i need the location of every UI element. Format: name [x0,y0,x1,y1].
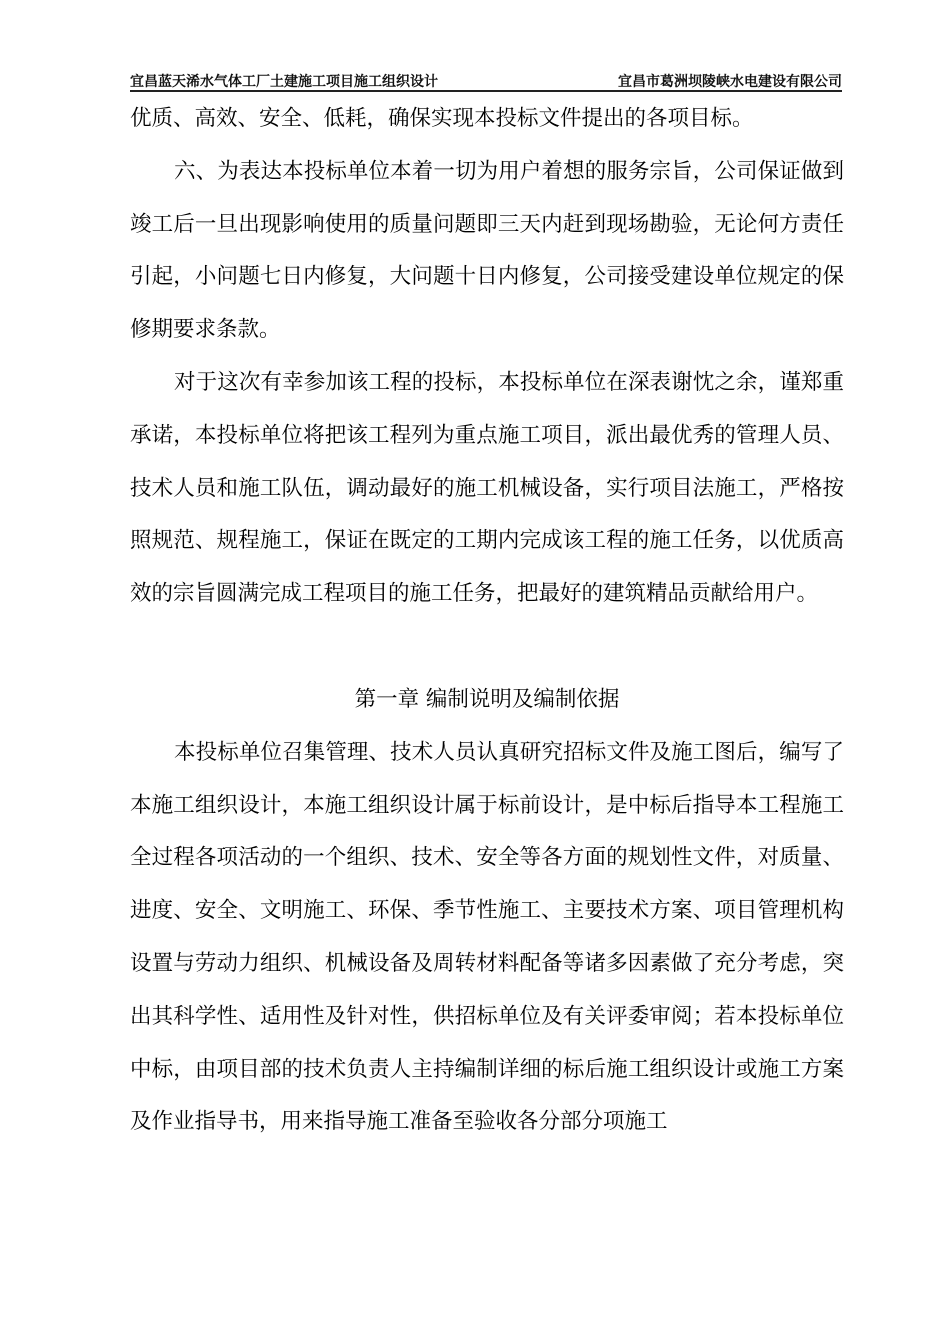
chapter-heading: 第一章 编制说明及编制依据 [354,686,620,712]
paragraph-continuation: 优质、高效、安全、低耗，确保实现本投标文件提出的各项目标。 [130,106,754,131]
page-header [130,70,842,92]
paragraph-commitment: 对于这次有幸参加该工程的投标，本投标单位在深表谢忱之余，谨郑重承诺，本投标单位将把该工程列为重点施工项目，派出最优秀的管理人员、技术人员和施工队伍，调动最好的施工机械设备，实行项目法施工，严格按照规范、规程施工，保证在既定的工期内完成该工程的施工任务，以优质高效的宗旨圆满完成工程项目的施工任务，把最好的建筑精品贡献给用户。 [130,369,844,607]
header-project-title: 宜昌蓝天浠水气体工厂土建施工项目施工组织设计 [130,74,438,90]
header-company-name: 宜昌市葛洲坝陵峡水电建设有限公司 [618,74,842,90]
paragraph-chapter-intro: 本投标单位召集管理、技术人员认真研究招标文件及施工图后，编写了本施工组织设计，本施工组织设计属于标前设计，是中标后指导本工程施工全过程各项活动的一个组织、技术、安全等各方面的规划性文件，对质量、进度、安全、文明施工、环保、季节性施工、主要技术方案、项目管理机构设置与劳动力组织、机械设备及周转材料配备等诸多因素做了充分考虑，突出其科学性、适用性及针对性，供招标单位及有关评委审阅；若本投标单位中标，由项目部的技术负责人主持编制详细的标后施工组织设计或施工方案及作业指导书，用来指导施工准备至验收各分部分项施工 [130,739,844,1135]
document-body [130,93,844,1149]
paragraph-warranty: 六、为表达本投标单位本着一切为用户着想的服务宗旨，公司保证做到竣工后一旦出现影响使用的质量问题即三天内赶到现场勘验，无论何方责任引起，小问题七日内修复，大问题十日内修复，公司接受建设单位规定的保修期要求条款。 [130,158,844,343]
